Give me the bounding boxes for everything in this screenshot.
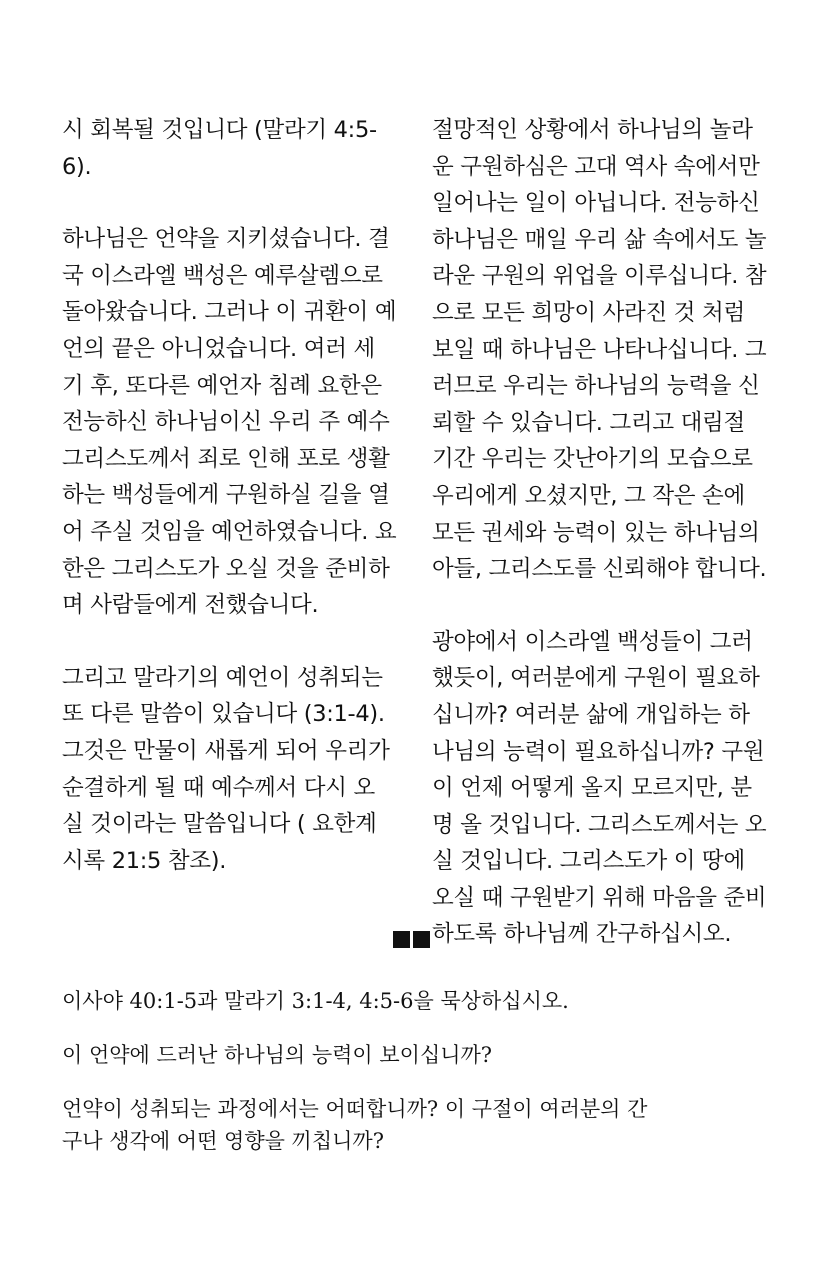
right-column bbox=[432, 112, 767, 989]
paragraph: 광야에서 이스라엘 백성들이 그러 했듯이, 여러분에게 구원이 필요하 십니까? 여러분 삶에 개입하는 하 나님의 능력이 필요하십니까? 구원 이 언제 어떻게 올지 모르지만, 분 명 올 것입니다. 그리스도께서는 오 실 것입니다. 그리스도가 이 땅에 오실 때 구원받기 위해 마음을 준비 하도록 하나님께 간구하십시오. bbox=[432, 628, 767, 948]
square-icon bbox=[413, 931, 430, 948]
reflection-questions bbox=[62, 985, 772, 1179]
paragraph: 절망적인 상황에서 하나님의 놀라 운 구원하심은 고대 역사 속에서만 일어나는 일이 아닙니다. 전능하신 하나님은 매일 우리 삶 속에서도 놀 라운 구원의 위업을 이루십니다. 참 으로 모든 희망이 사라진 것 처럼 보일 때 하나님은 나타나십니다. 그 러므로 우리는 하나님의 능력을 신 뢰할 수 있습니다. 그리고 대림절 기간 우리는 갓난아기의 모습으로 우리에게 오셨지만, 그 작은 손에 모든 권세와 능력이 있는 하나님의 아들, 그리스도를 신뢰해야 합니다. bbox=[432, 117, 767, 583]
paragraph: 그리고 말라기의 예언이 성취되는 또 다른 말씀이 있습니다 (3:1-4). 그것은 만물이 새롭게 되어 우리가 순결하게 될 때 예수께서 다시 오 실 것이라는 말씀입니다 ( 요한계 시록 21:5 참조). bbox=[62, 664, 390, 874]
double-square-icon bbox=[393, 931, 430, 948]
reflection-question-1: 이사야 40:1-5과 말라기 3:1-4, 4:5-6을 묵상하십시오. bbox=[62, 989, 569, 1013]
paragraph: 시 회복될 것입니다 (말라기 4:5- 6). bbox=[62, 117, 377, 180]
reflection-question-2: 이 언약에 드러난 하나님의 능력이 보이십니까? bbox=[62, 1043, 493, 1067]
reflection-question-3: 언약이 성취되는 과정에서는 어떠합니까? 이 구절이 여러분의 간 구나 생각에 어떤 영향을 끼칩니까? bbox=[62, 1097, 648, 1153]
paragraph: 하나님은 언약을 지키셨습니다. 결 국 이스라엘 백성은 예루살렘으로 돌아왔습니다. 그러나 이 귀환이 예 언의 끝은 아니었습니다. 여러 세 기 후, 또다른 예언자 침례 요한은 전능하신 하나님이신 우리 주 예수 그리스도께서 죄로 인해 포로 생활 하는 백성들에게 구원하실 길을 열 어 주실 것임을 예언하였습니다. 요 한은 그리스도가 오실 것을 준비하 며 사람들에게 전했습니다. bbox=[62, 226, 397, 619]
square-icon bbox=[393, 931, 410, 948]
left-column bbox=[62, 112, 397, 915]
